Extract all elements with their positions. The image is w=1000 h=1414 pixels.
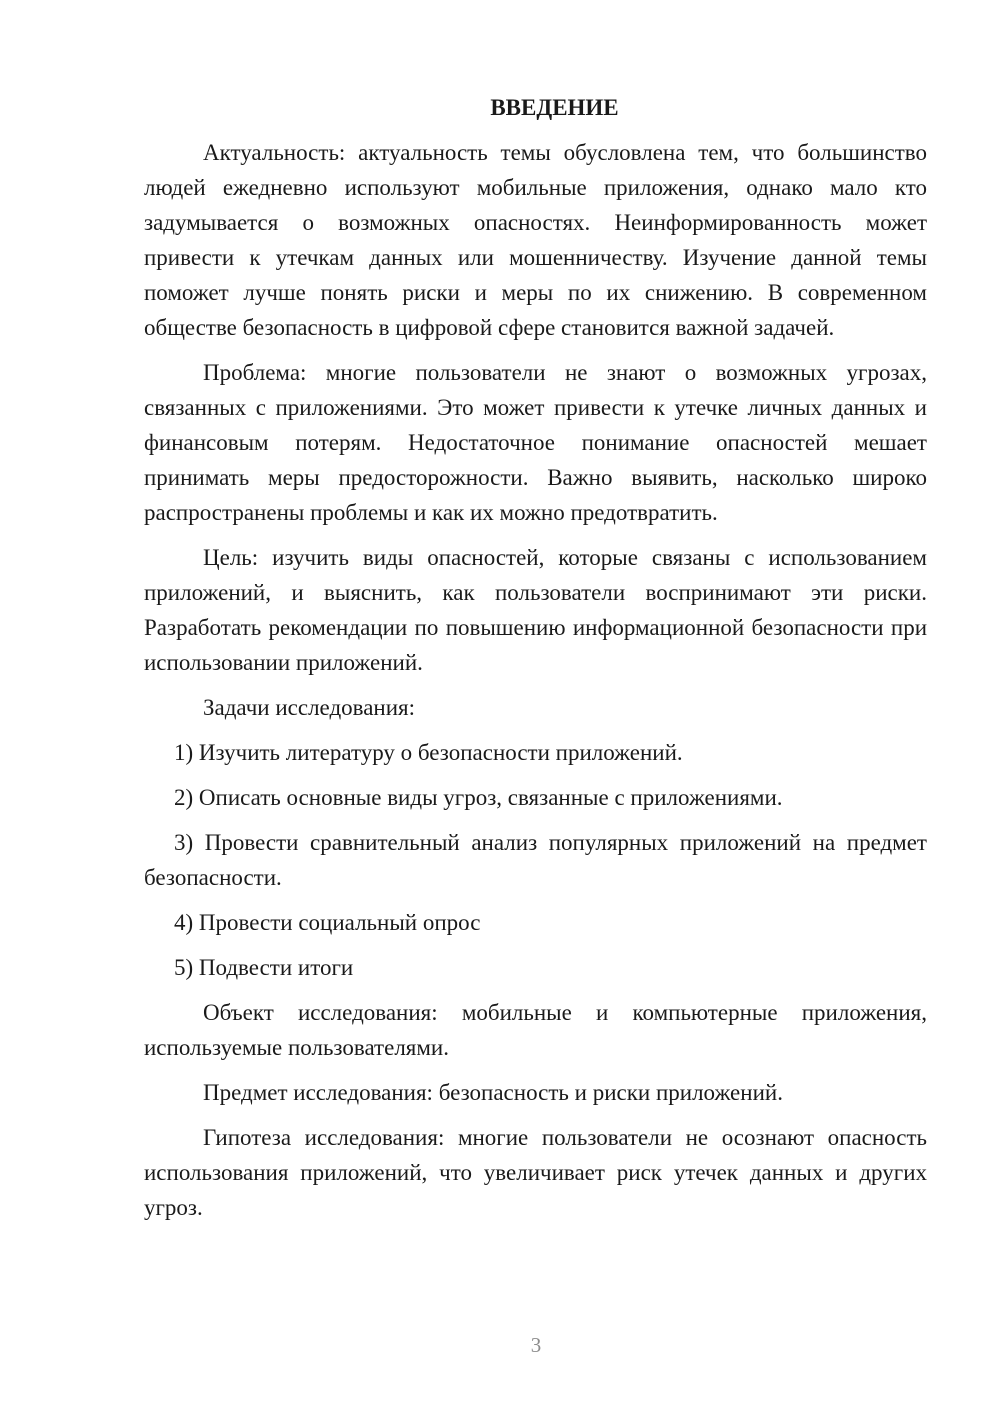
page-content [144, 90, 927, 1235]
tasks-title: Задачи исследования: [203, 695, 416, 720]
task-item: 3) Провести сравнительный анализ популярных приложений на предмет безопасности. [144, 830, 927, 890]
task-item: 2) Описать основные виды угроз, связанные с приложениями. [174, 785, 783, 810]
paragraph-problem: Проблема: многие пользователи не знают о возможных угрозах, связанных с приложениями. Это может привести к утечке личных данных и финансовым потерям. Недостаточное понимание опасностей мешает принимать меры предосторожности. Важно выявить, насколько широко распространены проблемы и как их можно предотвратить. [144, 360, 927, 525]
task-item: 4) Провести социальный опрос [174, 910, 481, 935]
paragraph-subject: Предмет исследования: безопасность и риски приложений. [203, 1080, 783, 1105]
task-item: 1) Изучить литературу о безопасности приложений. [174, 740, 683, 765]
page-number: 3 [530, 1333, 542, 1357]
paragraph-relevance: Актуальность: актуальность темы обусловлена тем, что большинство людей ежедневно используют мобильные приложения, однако мало кто задумывается о возможных опасностях. Неинформированность может привести к утечкам данных или мошенничеству. Изучение данной темы поможет лучше понять риски и меры по их снижению. В современном обществе безопасность в цифровой сфере становится важной задачей. [144, 140, 927, 340]
paragraph-hypothesis: Гипотеза исследования: многие пользователи не осознают опасность использования приложений, что увеличивает риск утечек данных и других угроз. [144, 1125, 927, 1220]
task-item: 5) Подвести итоги [174, 955, 354, 980]
paragraph-goal: Цель: изучить виды опасностей, которые связаны с использованием приложений, и выяснить, как пользователи воспринимают эти риски. Разработать рекомендации по повышению информационной безопасности при использовании приложений. [144, 545, 927, 675]
paragraph-object: Объект исследования: мобильные и компьютерные приложения, используемые пользователями. [144, 1000, 927, 1060]
section-heading: ВВЕДЕНИЕ [490, 95, 619, 120]
